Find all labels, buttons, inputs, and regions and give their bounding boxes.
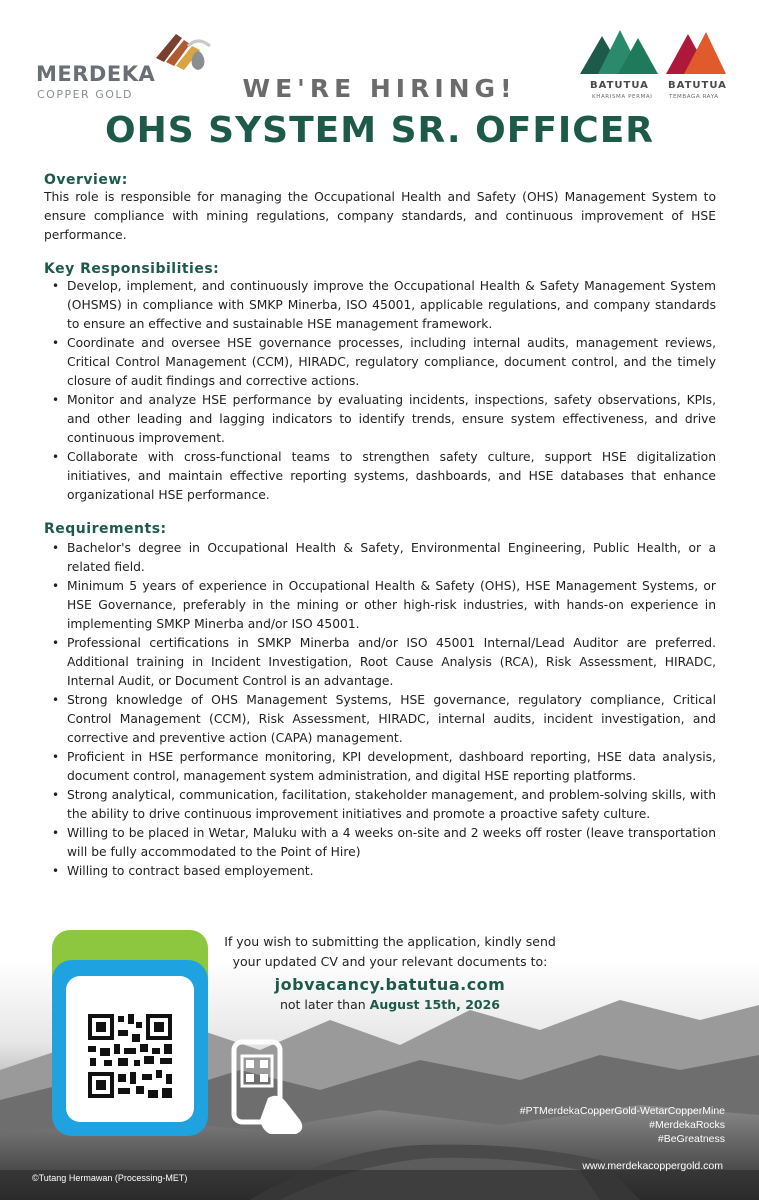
- list-item: • Coordinate and oversee HSE governance processes, including internal audits, management reviews, Critical Control Management (CCM), HIRADC, regulatory compliance, document control, and the timely closure of audit findings and corrective actions.: [52, 334, 716, 391]
- website-link[interactable]: www.merdekacoppergold.com: [582, 1160, 723, 1172]
- list-item: • Monitor and analyze HSE performance by evaluating incidents, inspections, safety observations, KPIs, and other leading and lagging indicators to identify trends, ensure system effectiveness, and drive continuous improvement.: [52, 391, 716, 448]
- list-item: • Bachelor's degree in Occupational Health & Safety, Environmental Engineering, Public Health, or a related field.: [52, 539, 716, 577]
- cta-line-1: If you wish to submitting the application, kindly send: [224, 934, 556, 949]
- list-item: • Willing to contract based employement.: [52, 862, 716, 881]
- list-item: • Minimum 5 years of experience in Occupational Health & Safety (OHS), HSE Management Systems, or HSE Governance, preferably in the mining or other high-risk industries, with hands-on experience in implementing SMKP Minerba and/or ISO 45001.: [52, 577, 716, 634]
- batutua-tembaga-name: BATUTUA: [668, 80, 727, 91]
- batutua-tembaga-mark-icon: [666, 28, 726, 78]
- list-item: • Strong analytical, communication, facilitation, stakeholder management, and problem-solving skills, with the ability to drive continuous improvement initiatives and promote a proactive safety culture.: [52, 786, 716, 824]
- application-instructions: [210, 932, 570, 1012]
- batutua-kharisma-name: BATUTUA: [590, 80, 649, 91]
- list-item: • Professional certifications in SMKP Minerba and/or ISO 45001 Internal/Lead Auditor are preferred. Additional training in Incident Investigation, Root Cause Analysis (RCA), Risk Assessment, HIRADC, Internal Audit, or Document Control is an advantage.: [52, 634, 716, 691]
- deadline-date: August 15th, 2026: [369, 997, 501, 1012]
- list-item: • Develop, implement, and continuously improve the Occupational Health & Safety Management System (OHSMS) in compliance with SMKP Minerba, ISO 45001, applicable regulations, and company standards to ensure an effective and sustainable HSE management framework.: [52, 277, 716, 334]
- batutua-kharisma-mark-icon: [580, 28, 660, 78]
- deadline: [210, 997, 570, 1012]
- photo-credit: ©Tutang Hermawan (Processing-MET): [32, 1173, 188, 1183]
- merdeka-name: MERDEKA: [36, 62, 156, 86]
- batutua-kharisma-sub: KHARISMA PERMAI: [592, 94, 653, 100]
- list-item: • Proficient in HSE performance monitoring, KPI development, dashboard reporting, HSE data analysis, document control, management system administration, and digital HSE reporting platforms.: [52, 748, 716, 786]
- list-item: • Willing to be placed in Wetar, Maluku with a 4 weeks on-site and 2 weeks off roster (leave transportation will be fully accommodated to the Point of Hire): [52, 824, 716, 862]
- hiring-heading: WE'RE HIRING!: [242, 74, 517, 103]
- job-content: [44, 172, 716, 881]
- hashtag: #MerdekaRocks: [649, 1119, 725, 1131]
- deadline-prefix: not later than: [279, 997, 370, 1012]
- hashtags: [520, 1104, 725, 1146]
- requirements-list: [52, 539, 716, 881]
- batutua-tembaga-sub: TEMBAGA RAYA: [669, 94, 719, 100]
- overview-title: Overview:: [44, 172, 128, 188]
- job-title: OHS SYSTEM SR. OFFICER: [104, 110, 655, 151]
- responsibilities-title: Key Responsibilities:: [44, 261, 220, 277]
- overview-text: This role is responsible for managing the Occupational Health and Safety (OHS) Management System to ensure compliance with mining regulations, company standards, and continuous improvement of HSE performance.: [44, 190, 716, 242]
- qr-code-card[interactable]: [52, 930, 212, 1136]
- application-url-link[interactable]: jobvacancy.batutua.com: [274, 975, 506, 994]
- hashtag: #BeGreatness: [657, 1133, 725, 1145]
- list-item: • Strong knowledge of OHS Management Systems, HSE governance, regulatory compliance, Critical Control Management (CCM), Risk Assessment, HIRADC, internal audits, incident investigation, and corrective and preventive action (CAPA) management.: [52, 691, 716, 748]
- cta-line-2: your updated CV and your relevant documents to:: [232, 954, 548, 969]
- requirements-title: Requirements:: [44, 521, 167, 537]
- hashtag: #PTMerdekaCopperGold-WetarCopperMine: [519, 1105, 725, 1117]
- merdeka-sub: COPPER GOLD: [37, 88, 133, 101]
- list-item: • Collaborate with cross-functional teams to strengthen safety culture, support HSE digitalization initiatives, and maintain effective reporting systems, dashboards, and HSE databases that enhance organizational HSE performance.: [52, 448, 716, 505]
- phone-scan-icon: [228, 1038, 310, 1134]
- responsibilities-list: [52, 277, 716, 505]
